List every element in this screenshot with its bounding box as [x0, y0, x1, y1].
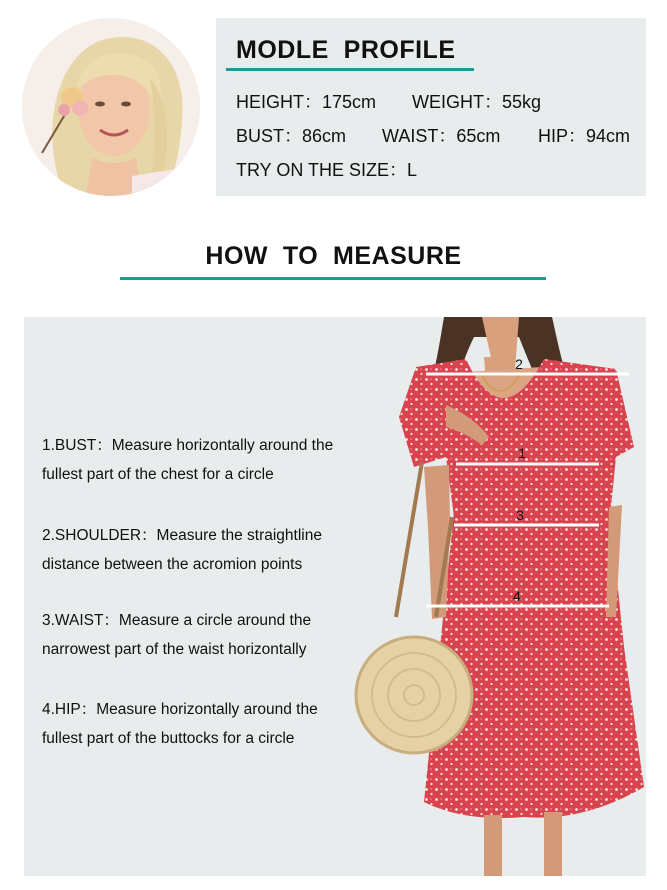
bust-instruction-line2: fullest part of the chest for a circle [42, 466, 274, 483]
dress-model-figure [354, 317, 646, 876]
marker-label-3: 3 [516, 507, 524, 523]
shoulder-instruction [42, 521, 377, 579]
hip-stat: HIP：94cm [538, 126, 631, 146]
waist-stat: WAIST：65cm [382, 126, 501, 146]
try-on-size-stat: TRY ON THE SIZE：L [236, 160, 418, 180]
how-to-measure-underline [120, 277, 546, 280]
shoulder-instruction-line1: 2.SHOULDER：Measure the straightline [42, 527, 322, 544]
bust-instruction-line1: 1.BUST：Measure horizontally around the [42, 437, 334, 454]
marker-label-1: 1 [518, 445, 526, 461]
profile-title: MODLE PROFILE [236, 36, 456, 64]
waist-instruction-line2: narrowest part of the waist horizontally [42, 641, 307, 658]
weight-stat: WEIGHT：55kg [412, 92, 542, 112]
height-stat: HEIGHT：175cm [236, 92, 377, 112]
marker-label-4: 4 [513, 588, 521, 604]
hip-instruction-line1: 4.HIP：Measure horizontally around the [42, 701, 318, 718]
measure-panel [24, 317, 646, 876]
waist-instruction-line1: 3.WAIST：Measure a circle around the [42, 612, 312, 629]
bust-stat: BUST：86cm [236, 126, 347, 146]
how-to-measure-title: HOW TO MEASURE [205, 242, 462, 270]
model-avatar [22, 18, 200, 196]
waist-instruction [42, 606, 377, 664]
model-portrait-illustration [22, 18, 200, 196]
marker-label-2: 2 [515, 356, 523, 372]
model-profile-card [216, 18, 646, 196]
hip-instruction-line2: fullest part of the buttocks for a circle [42, 730, 295, 747]
hip-instruction [42, 695, 377, 753]
profile-title-underline [226, 68, 474, 71]
bust-instruction [42, 431, 377, 489]
shoulder-instruction-line2: distance between the acromion points [42, 556, 303, 573]
